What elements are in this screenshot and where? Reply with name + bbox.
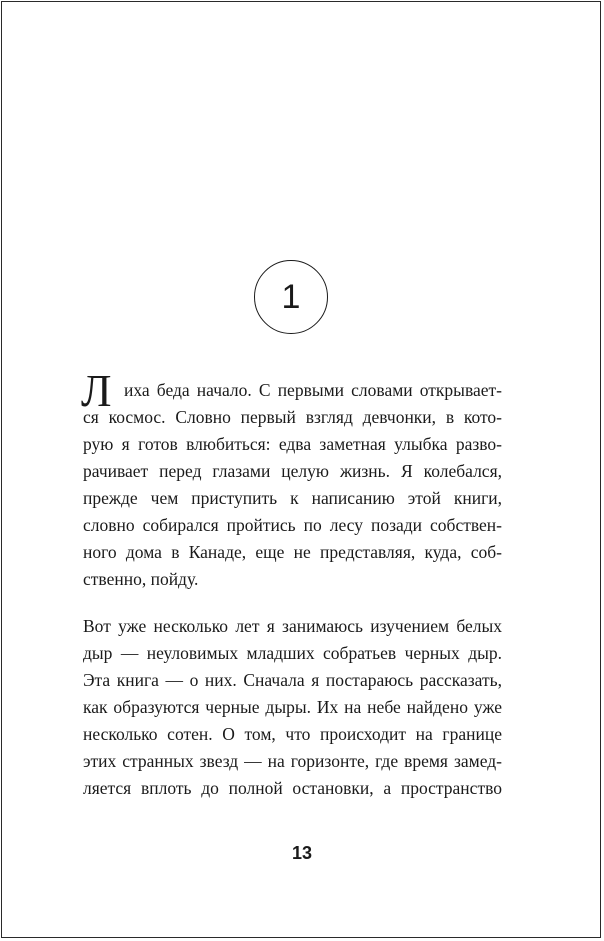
paragraph-2-line-1: Вот уже несколько лет я занимаюсь изучением белых	[83, 616, 502, 636]
paragraph-1-line-7: ного дома в Канаде, еще не представляя, куда, соб-	[83, 542, 502, 562]
paragraph-1-line-3: рую я готов влюбиться: едва заметная улыбка разво-	[83, 434, 502, 454]
paragraph-2-line-4: как образуются черные дыры. Их на небе найдено уже	[83, 697, 502, 717]
drop-cap-letter: Л	[81, 366, 112, 416]
chapter-number: 1	[281, 278, 301, 316]
paragraph-1-line-1: иха беда начало. С первыми словами открывает-	[124, 380, 502, 400]
page-number: 13	[291, 843, 313, 863]
paragraph-2-line-5: несколько сотен. О том, что происходит на границе	[83, 724, 502, 744]
paragraph-1-line-5: прежде чем приступить к написанию этой книги,	[83, 488, 502, 508]
paragraph-1-line-2: ся космос. Словно первый взгляд девчонки, в кото-	[83, 407, 502, 427]
paragraph-2-line-2: дыр — неуловимых младших собратьев черных дыр.	[83, 643, 502, 663]
paragraph-2-line-7: ляется вплоть до полной остановки, а пространство	[83, 778, 502, 798]
paragraph-2-line-3: Эта книга — о них. Сначала я постараюсь рассказать,	[83, 670, 502, 690]
chapter-number-circle	[254, 260, 328, 334]
paragraph-1-line-4: рачивает перед глазами целую жизнь. Я колебался,	[83, 461, 502, 481]
paragraph-1-line-8: ственно, пойду.	[83, 569, 199, 589]
paragraph-2-line-6: этих странных звезд — на горизонте, где время замед-	[83, 751, 502, 771]
paragraph-1-line-6: словно собирался пройтись по лесу позади собствен-	[83, 515, 502, 535]
